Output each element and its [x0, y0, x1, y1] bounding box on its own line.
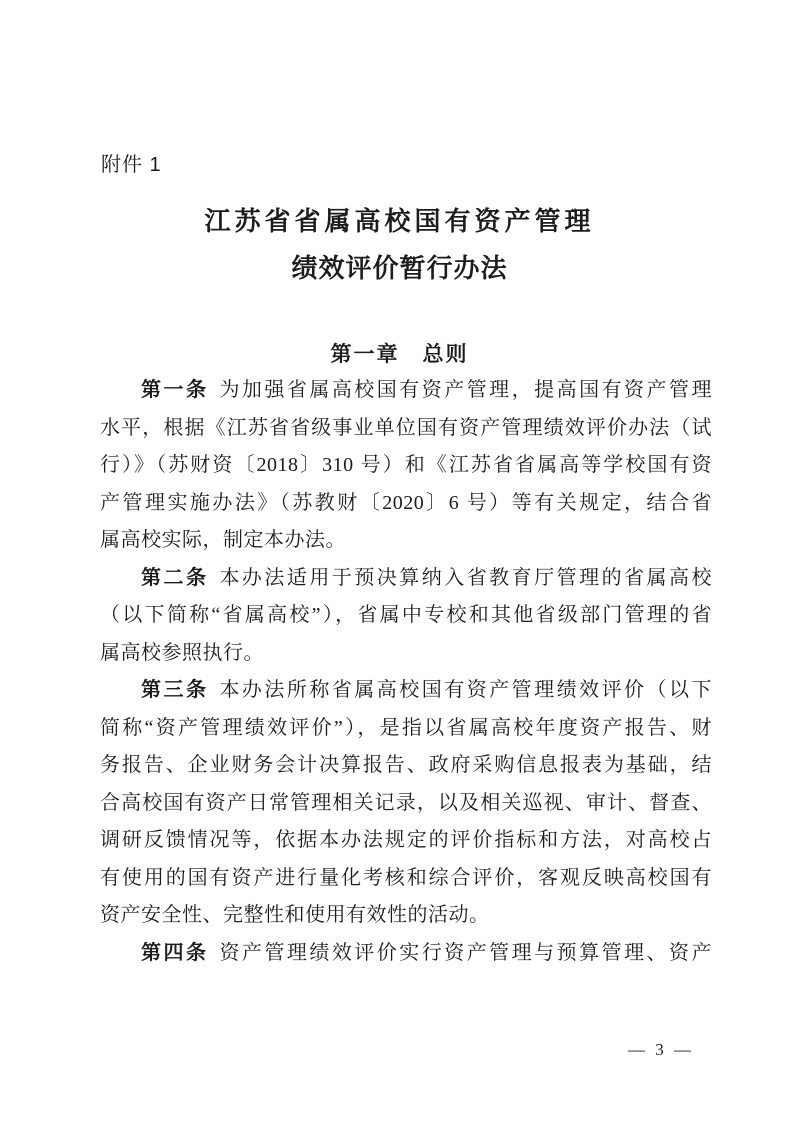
- article-label: 第一条: [141, 379, 209, 401]
- line-text: 为加强省属高校国有资产管理，提高国有资产管理: [219, 379, 712, 401]
- chapter-heading: 第一章 总则: [330, 342, 469, 366]
- line-text: 属高校实际，制定本办法。: [100, 529, 346, 551]
- body-line: [100, 822, 712, 860]
- line-text: 属高校参照执行。: [100, 641, 264, 664]
- body-line: [100, 447, 712, 485]
- line-text: 务报告、企业财务会计决算报告、政府采购信息报表为基础，结: [100, 754, 712, 776]
- body-line: [100, 747, 712, 785]
- line-text: 资产安全性、完整性和使用有效性的活动。: [100, 904, 490, 926]
- line-text: 调研反馈情况等，依据本办法规定的评价指标和方法，对高校占: [100, 829, 712, 851]
- body-line: [100, 710, 712, 748]
- page-number: — 3 —: [628, 1040, 694, 1059]
- line-text: 本办法适用于预决算纳入省教育厅管理的省属高校: [219, 566, 712, 589]
- body-line: [100, 372, 712, 410]
- line-text: 合高校国有资产日常管理相关记录，以及相关巡视、审计、督查、: [100, 791, 712, 814]
- article-label: 第二条: [141, 566, 209, 589]
- document-title-line-1: 江苏省省属高校国有资产管理: [204, 207, 595, 236]
- article-label: 第三条: [141, 679, 209, 701]
- body-line: [100, 560, 712, 598]
- line-text: 水平，根据《江苏省省级事业单位国有资产管理绩效评价办法（试: [100, 416, 712, 439]
- body-line: [100, 935, 712, 973]
- document-body: [100, 372, 712, 972]
- line-text: 行）》（苏财资〔2018〕310 号）和《江苏省省属高等学校国有资: [100, 454, 712, 476]
- attachment-label: 附件 1: [101, 154, 162, 176]
- body-line: [100, 785, 712, 823]
- body-line: [100, 897, 712, 935]
- body-line: [100, 672, 712, 710]
- line-text: （以下简称“省属高校”），省属中专校和其他省级部门管理的省: [100, 604, 712, 626]
- body-line: [100, 635, 712, 673]
- line-text: 本办法所称省属高校国有资产管理绩效评价（以下: [219, 679, 712, 701]
- line-text: 简称“资产管理绩效评价”），是指以省属高校年度资产报告、财: [100, 716, 712, 739]
- body-line: [100, 522, 712, 560]
- document-title: [0, 198, 799, 292]
- body-line: [100, 597, 712, 635]
- line-text: 有使用的国有资产进行量化考核和综合评价，客观反映高校国有: [100, 866, 712, 889]
- article-label: 第四条: [141, 941, 209, 964]
- body-line: [100, 485, 712, 523]
- body-line: [100, 860, 712, 898]
- document-title-line-2: 绩效评价暂行办法: [291, 254, 508, 283]
- line-text: 资产管理绩效评价实行资产管理与预算管理、资产: [219, 941, 712, 964]
- body-line: [100, 410, 712, 448]
- line-text: 产管理实施办法》（苏教财〔2020〕6 号）等有关规定，结合省: [100, 491, 712, 514]
